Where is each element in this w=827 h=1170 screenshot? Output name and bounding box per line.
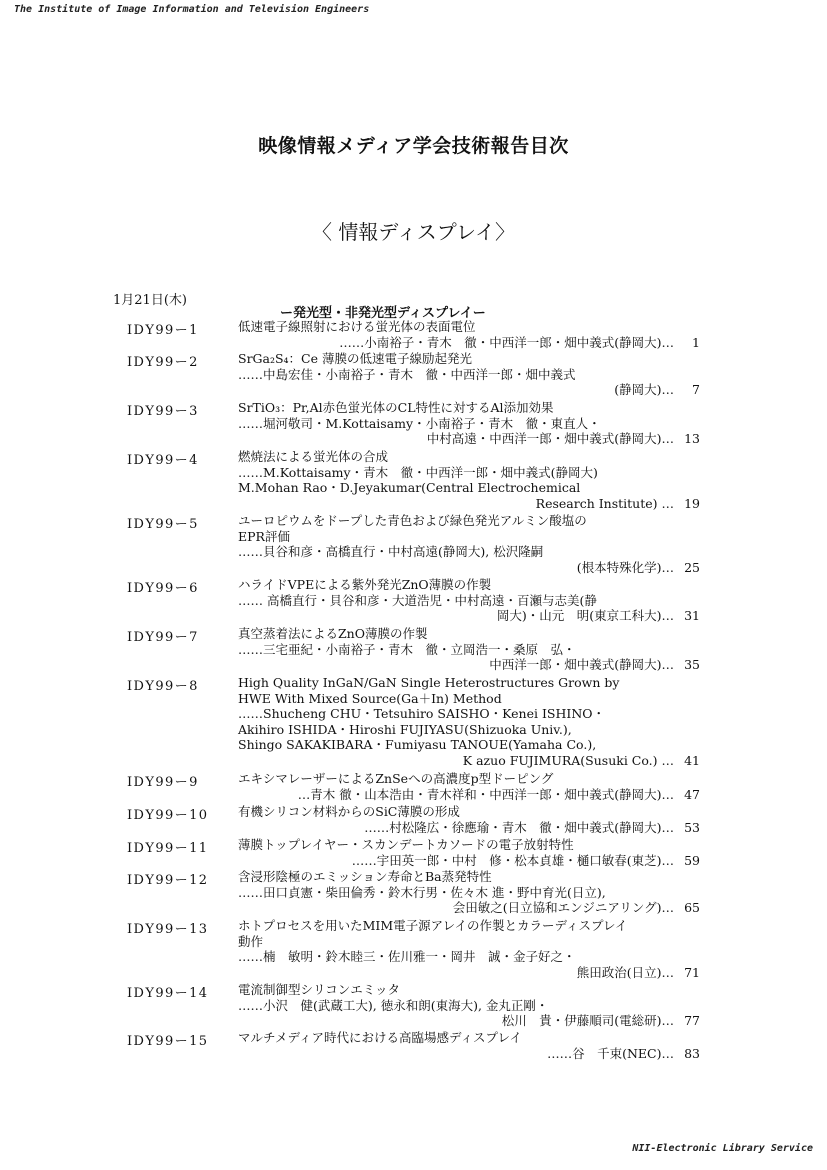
report-authors-affiliation: 熊田政治(日立)…	[576, 964, 674, 980]
report-code: IDY99ー5	[127, 517, 199, 532]
report-title: 電流制御型シリコンエミッタ	[238, 982, 401, 997]
report-code: IDY99ー4	[127, 453, 199, 468]
page-number: 53	[684, 819, 700, 835]
report-code: IDY99ー8	[127, 679, 199, 694]
report-authors: ……村松隆広・徐應瑜・青木 徹・畑中義式(静岡大)…	[364, 819, 674, 835]
page-number: 41	[684, 753, 700, 768]
report-authors-affiliation: (根本特殊化学)…	[576, 559, 674, 575]
page-number: 65	[684, 900, 700, 916]
library-footer: NII-Electronic Library Service	[632, 1143, 813, 1154]
report-title: ハライドVPEによる紫外発光ZnO薄膜の作製	[238, 577, 492, 592]
page-title: 映像情報メディア学会技術報告目次	[258, 135, 569, 157]
report-authors: ……中島宏佳・小南裕子・青木 徹・中西洋一郎・畑中義式	[238, 366, 576, 382]
page-number: 31	[684, 608, 700, 624]
report-title: 真空蒸着法によるZnO薄膜の作製	[238, 626, 428, 641]
page-number: 7	[692, 382, 700, 398]
session-date: 1月21日(木)	[113, 293, 187, 308]
report-code: IDY99ー11	[127, 841, 209, 856]
report-authors-affiliation: (静岡大)…	[614, 382, 674, 398]
report-authors: ……谷 千束(NEC)…	[547, 1045, 674, 1061]
report-code: IDY99ー9	[127, 775, 199, 790]
report-code: IDY99ー7	[127, 630, 199, 645]
page-number: 19	[684, 495, 700, 511]
report-authors: …… 高橋直行・貝谷和彦・大道浩児・中村高遠・百瀬与志美(静	[238, 592, 597, 608]
report-authors: ……田口貞憲・柴田倫秀・鈴木行男・佐々木 進・野中育光(日立),	[238, 884, 606, 900]
report-authors: Akihiro ISHIDA・Hiroshi FUJIYASU(Shizuoka Univ.),	[238, 721, 572, 737]
page-number: 13	[684, 431, 700, 447]
report-code: IDY99ー1	[127, 323, 199, 338]
report-code: IDY99ー6	[127, 581, 199, 596]
report-title: HWE With Mixed Source(Ga＋In) Method	[238, 690, 502, 706]
report-code: IDY99ー14	[127, 986, 209, 1001]
report-authors: …青木 徹・山本浩由・青木祥和・中西洋一郎・畑中義式(静岡大)…	[297, 786, 674, 802]
report-authors-affiliation: Research Institute) …	[535, 495, 674, 511]
report-title: SrTiO₃：Pr,Al赤色蛍光体のCL特性に対するAl添加効果	[238, 400, 554, 415]
report-authors: ……堀河敬司・M.Kottaisamy・小南裕子・青木 徹・東直人・	[238, 415, 601, 431]
report-authors-affiliation: 会田敏之(日立協和エンジニアリング)…	[452, 900, 674, 916]
report-authors: ……Shucheng CHU・Tetsuhiro SAISHO・Kenei ISHINO・	[238, 706, 605, 722]
report-title: 薄膜トップレイヤー・スカンデートカソードの電子放射特性	[238, 837, 574, 852]
report-authors-affiliation: K azuo FUJIMURA(Susuki Co.) …	[462, 752, 674, 768]
report-authors: M.Mohan Rao・D.Jeyakumar(Central Electrochemical	[238, 480, 581, 496]
publisher-header: The Institute of Image Information and Television Engineers	[14, 4, 370, 15]
report-authors-affiliation: 岡大)・山元 明(東京工科大)…	[496, 608, 674, 624]
report-title: エキシマレーザーによるZnSeへの高濃度p型ドーピング	[238, 771, 554, 786]
report-title: SrGa₂S₄：Ce 薄膜の低速電子線励起発光	[238, 351, 472, 366]
report-authors-affiliation: 中西洋一郎・畑中義式(静岡大)…	[489, 657, 674, 673]
report-authors: ……小沢 健(武蔵工大), 徳永和朗(東海大), 金丸正剛・	[238, 997, 549, 1013]
report-title: High Quality InGaN/GaN Single Heterostructures Grown by	[238, 675, 620, 690]
report-title: ユーロピウムをドープした青色および緑色発光アルミン酸塩の	[238, 513, 587, 528]
report-authors-affiliation: 松川 貴・伊藤順司(電総研)…	[501, 1013, 674, 1029]
report-authors: ……小南裕子・青木 徹・中西洋一郎・畑中義式(静岡大)…	[339, 334, 674, 350]
page-number: 59	[684, 852, 700, 868]
report-title: 含浸形陰極のエミッション寿命とBa蒸発特性	[238, 869, 492, 884]
page-number: 47	[684, 786, 700, 802]
report-title: 有機シリコン材料からのSiC薄膜の形成	[238, 804, 460, 819]
report-title: マルチメディア時代における高臨場感ディスプレイ	[238, 1030, 522, 1045]
report-authors: ……貝谷和彦・高橋直行・中村高遠(静岡大), 松沢隆嗣	[238, 544, 544, 560]
report-title: ホトプロセスを用いたMIM電子源アレイの作製とカラーディスプレイ	[238, 918, 628, 933]
report-code: IDY99ー2	[127, 355, 199, 370]
report-title: 動作	[238, 933, 264, 949]
page-number: 35	[684, 657, 700, 673]
page-number: 77	[684, 1013, 700, 1029]
report-code: IDY99ー12	[127, 873, 209, 888]
report-title: EPR評価	[238, 528, 290, 544]
page-number: 83	[684, 1045, 700, 1061]
report-authors: ……M.Kottaisamy・青木 徹・中西洋一郎・畑中義式(静岡大)	[238, 464, 598, 480]
report-code: IDY99ー10	[127, 808, 209, 823]
report-title: 燃焼法による蛍光体の合成	[238, 449, 389, 464]
report-authors-affiliation: 中村高遠・中西洋一郎・畑中義式(静岡大)…	[426, 431, 674, 447]
report-code: IDY99ー3	[127, 404, 199, 419]
report-authors: ……楠 敏明・鈴木睦三・佐川雅一・岡井 誠・金子好之・	[238, 949, 576, 965]
page-number: 71	[684, 964, 700, 980]
page-number: 1	[692, 334, 700, 350]
report-authors: ……三宅亜紀・小南裕子・青木 徹・立岡浩一・桑原 弘・	[238, 641, 576, 657]
report-title: 低速電子線照射における蛍光体の表面電位	[238, 319, 476, 334]
page-subtitle: 〈 情報ディスプレイ〉	[312, 220, 515, 244]
page-number: 25	[684, 559, 700, 575]
session-section-title: ー発光型・非発光型ディスプレイー	[280, 306, 486, 321]
report-code: IDY99ー15	[127, 1034, 209, 1049]
report-code: IDY99ー13	[127, 922, 209, 937]
report-authors: Shingo SAKAKIBARA・Fumiyasu TANOUE(Yamaha Co.),	[238, 737, 597, 753]
report-authors: ……宇田英一郎・中村 修・松本貞雄・樋口敏春(東芝)…	[351, 852, 674, 868]
